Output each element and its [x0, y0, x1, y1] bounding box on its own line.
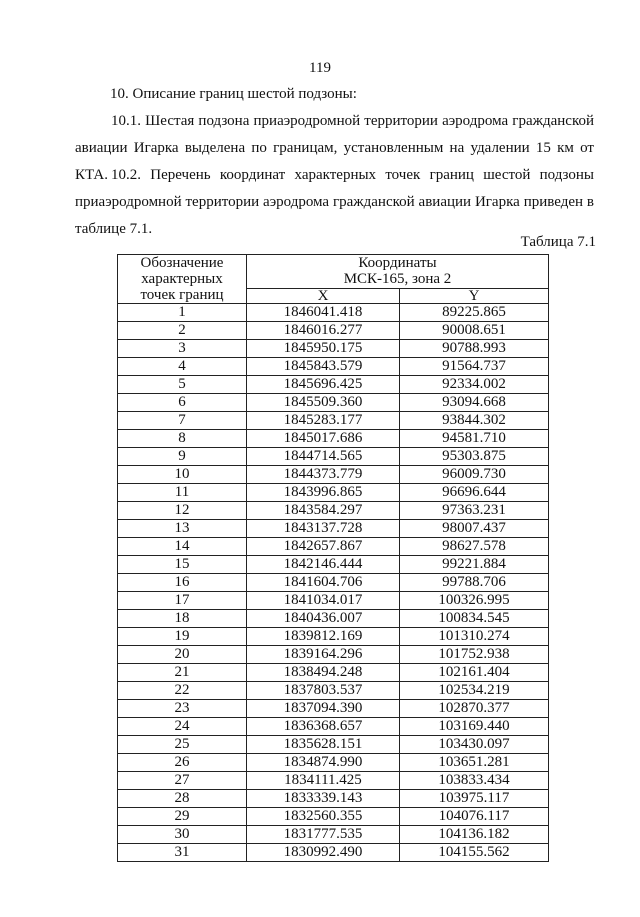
- y-coordinate-cell: 99221.884: [400, 556, 549, 574]
- point-number-cell: 14: [118, 538, 247, 556]
- point-number-cell: 15: [118, 556, 247, 574]
- x-coordinate-cell: 1845283.177: [247, 412, 400, 430]
- header-coordinates-line: МСК-165, зона 2: [343, 271, 452, 288]
- x-coordinate-cell: 1845509.360: [247, 394, 400, 412]
- table-row: [118, 322, 549, 340]
- table-row: [118, 574, 549, 592]
- y-coordinate-cell: 102870.377: [400, 700, 549, 718]
- table-row: [118, 466, 549, 484]
- x-coordinate-cell: 1843137.728: [247, 520, 400, 538]
- y-coordinate-cell: 104155.562: [400, 844, 549, 862]
- y-coordinate-cell: 90788.993: [400, 340, 549, 358]
- x-coordinate-cell: 1834111.425: [247, 772, 400, 790]
- point-number-cell: 6: [118, 394, 247, 412]
- y-coordinate-cell: 103833.434: [400, 772, 549, 790]
- x-coordinate-cell: 1838494.248: [247, 664, 400, 682]
- point-number-cell: 25: [118, 736, 247, 754]
- point-number-cell: 19: [118, 628, 247, 646]
- table-row: [118, 340, 549, 358]
- point-number-cell: 12: [118, 502, 247, 520]
- paragraph-10-1: 10.1. Шестая подзона приаэродромной территории аэродрома гражданской авиации Игарка выделена по границам, установленным на удалении 15 км от КТА.: [75, 113, 594, 183]
- y-coordinate-cell: 91564.737: [400, 358, 549, 376]
- table-row: [118, 304, 549, 322]
- point-number-cell: 21: [118, 664, 247, 682]
- header-designation: [118, 255, 247, 304]
- y-coordinate-cell: 96696.644: [400, 484, 549, 502]
- y-coordinate-cell: 96009.730: [400, 466, 549, 484]
- x-coordinate-cell: 1843996.865: [247, 484, 400, 502]
- table-body: [118, 304, 549, 862]
- point-number-cell: 8: [118, 430, 247, 448]
- x-coordinate-cell: 1839812.169: [247, 628, 400, 646]
- y-coordinate-cell: 98627.578: [400, 538, 549, 556]
- y-coordinate-cell: 103430.097: [400, 736, 549, 754]
- table-row: [118, 556, 549, 574]
- point-number-cell: 24: [118, 718, 247, 736]
- table-row: [118, 610, 549, 628]
- table-row: [118, 700, 549, 718]
- x-coordinate-cell: 1845950.175: [247, 340, 400, 358]
- x-coordinate-cell: 1839164.296: [247, 646, 400, 664]
- y-coordinate-cell: 101752.938: [400, 646, 549, 664]
- point-number-cell: 26: [118, 754, 247, 772]
- table-row: [118, 592, 549, 610]
- x-coordinate-cell: 1845017.686: [247, 430, 400, 448]
- table-row: [118, 682, 549, 700]
- y-coordinate-cell: 100326.995: [400, 592, 549, 610]
- page-number: 119: [309, 60, 331, 76]
- table-row: [118, 754, 549, 772]
- x-coordinate-cell: 1830992.490: [247, 844, 400, 862]
- table-row: [118, 448, 549, 466]
- table-row: [118, 826, 549, 844]
- point-number-cell: 20: [118, 646, 247, 664]
- point-number-cell: 7: [118, 412, 247, 430]
- x-coordinate-cell: 1841604.706: [247, 574, 400, 592]
- header-y: Y: [400, 288, 549, 303]
- y-coordinate-cell: 103975.117: [400, 790, 549, 808]
- table-row: [118, 808, 549, 826]
- point-number-cell: 5: [118, 376, 247, 394]
- x-coordinate-cell: 1840436.007: [247, 610, 400, 628]
- table-row: [118, 772, 549, 790]
- table-row: [118, 430, 549, 448]
- y-coordinate-cell: 104076.117: [400, 808, 549, 826]
- y-coordinate-cell: 98007.437: [400, 520, 549, 538]
- table-row: [118, 736, 549, 754]
- table-row: [118, 520, 549, 538]
- x-coordinate-cell: 1842657.867: [247, 538, 400, 556]
- x-coordinate-cell: 1835628.151: [247, 736, 400, 754]
- x-coordinate-cell: 1834874.990: [247, 754, 400, 772]
- point-number-cell: 4: [118, 358, 247, 376]
- x-coordinate-cell: 1832560.355: [247, 808, 400, 826]
- x-coordinate-cell: 1837094.390: [247, 700, 400, 718]
- coordinates-table: [117, 254, 549, 862]
- x-coordinate-cell: 1844373.779: [247, 466, 400, 484]
- header-coordinates-line: Координаты: [358, 255, 437, 272]
- y-coordinate-cell: 92334.002: [400, 376, 549, 394]
- table-row: [118, 790, 549, 808]
- y-coordinate-cell: 97363.231: [400, 502, 549, 520]
- section-heading: 10. Описание границ шестой подзоны:: [110, 86, 357, 102]
- x-coordinate-cell: 1841034.017: [247, 592, 400, 610]
- header-designation-line: точек границ: [140, 287, 224, 303]
- y-coordinate-cell: 104136.182: [400, 826, 549, 844]
- point-number-cell: 30: [118, 826, 247, 844]
- point-number-cell: 13: [118, 520, 247, 538]
- header-designation-line: Обозначение: [140, 255, 224, 271]
- table-row: [118, 628, 549, 646]
- x-coordinate-cell: 1843584.297: [247, 502, 400, 520]
- x-coordinate-cell: 1845843.579: [247, 358, 400, 376]
- y-coordinate-cell: 103169.440: [400, 718, 549, 736]
- point-number-cell: 27: [118, 772, 247, 790]
- table-row: [118, 394, 549, 412]
- y-coordinate-cell: 93094.668: [400, 394, 549, 412]
- table-row: [118, 412, 549, 430]
- table-row: [118, 664, 549, 682]
- point-number-cell: 9: [118, 448, 247, 466]
- table-row: [118, 538, 549, 556]
- x-coordinate-cell: 1845696.425: [247, 376, 400, 394]
- table-row: [118, 718, 549, 736]
- y-coordinate-cell: 95303.875: [400, 448, 549, 466]
- y-coordinate-cell: 93844.302: [400, 412, 549, 430]
- x-coordinate-cell: 1837803.537: [247, 682, 400, 700]
- point-number-cell: 18: [118, 610, 247, 628]
- table-row: [118, 358, 549, 376]
- table-caption: Таблица 7.1: [520, 234, 596, 250]
- point-number-cell: 10: [118, 466, 247, 484]
- y-coordinate-cell: 102534.219: [400, 682, 549, 700]
- x-coordinate-cell: 1833339.143: [247, 790, 400, 808]
- point-number-cell: 28: [118, 790, 247, 808]
- point-number-cell: 23: [118, 700, 247, 718]
- point-number-cell: 16: [118, 574, 247, 592]
- y-coordinate-cell: 94581.710: [400, 430, 549, 448]
- y-coordinate-cell: 100834.545: [400, 610, 549, 628]
- header-designation-line: характерных: [141, 271, 223, 287]
- point-number-cell: 3: [118, 340, 247, 358]
- point-number-cell: 17: [118, 592, 247, 610]
- y-coordinate-cell: 102161.404: [400, 664, 549, 682]
- x-coordinate-cell: 1836368.657: [247, 718, 400, 736]
- y-coordinate-cell: 99788.706: [400, 574, 549, 592]
- x-coordinate-cell: 1846041.418: [247, 304, 400, 322]
- paragraph-10-2: 10.2. Перечень координат характерных точек границ шестой подзоны приаэродромной территории аэродрома гражданской авиации Игарка приведен в таблице 7.1.: [75, 167, 594, 237]
- y-coordinate-cell: 101310.274: [400, 628, 549, 646]
- x-coordinate-cell: 1831777.535: [247, 826, 400, 844]
- y-coordinate-cell: 89225.865: [400, 304, 549, 322]
- point-number-cell: 31: [118, 844, 247, 862]
- table-row: [118, 484, 549, 502]
- point-number-cell: 11: [118, 484, 247, 502]
- x-coordinate-cell: 1846016.277: [247, 322, 400, 340]
- x-coordinate-cell: 1842146.444: [247, 556, 400, 574]
- y-coordinate-cell: 103651.281: [400, 754, 549, 772]
- table-row: [118, 502, 549, 520]
- table-row: [118, 376, 549, 394]
- point-number-cell: 22: [118, 682, 247, 700]
- point-number-cell: 29: [118, 808, 247, 826]
- y-coordinate-cell: 90008.651: [400, 322, 549, 340]
- header-coordinates: [247, 255, 549, 289]
- table-row: [118, 646, 549, 664]
- table-row: [118, 844, 549, 862]
- point-number-cell: 2: [118, 322, 247, 340]
- point-number-cell: 1: [118, 304, 247, 322]
- x-coordinate-cell: 1844714.565: [247, 448, 400, 466]
- header-x: X: [247, 288, 400, 303]
